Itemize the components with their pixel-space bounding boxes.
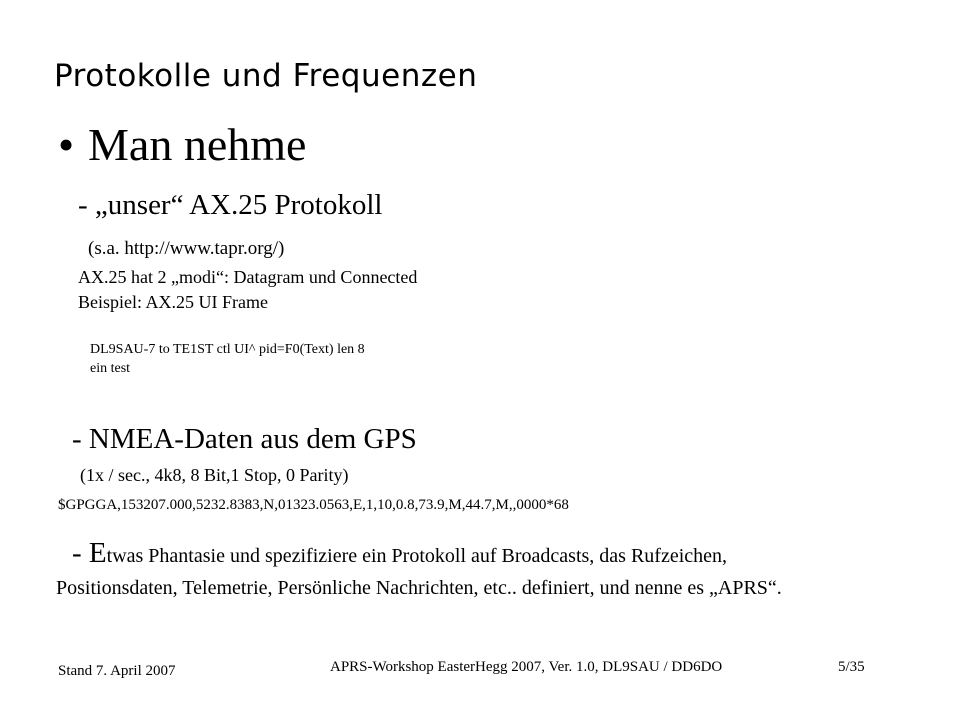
footer-center: APRS-Workshop EasterHegg 2007, Ver. 1.0, DL9SAU / DD6DO (330, 659, 723, 675)
nmea-sentence: $GPGGA,153207.000,5232.8383,N,01323.0563,E,1,10,0.8,73.9,M,44.7,M,,0000*68 (58, 497, 569, 513)
slide-title: Protokolle und Frequenzen (54, 58, 478, 94)
main-bullet-text: Man nehme (88, 119, 307, 170)
footer-date: Stand 7. April 2007 (58, 663, 176, 679)
ax25-reference: (s.a. http://www.tapr.org/) (88, 238, 285, 259)
footer-page-number: 5/35 (838, 659, 865, 675)
bullet-icon: • (58, 119, 75, 170)
aprs-prefix: - (72, 537, 89, 569)
aprs-line1-rest: twas Phantasie und spezifiziere ein Protokoll auf Broadcasts, das Rufzeichen, (106, 545, 728, 567)
aprs-line2: Positionsdaten, Telemetrie, Persönliche Nachrichten, etc.. definiert, und nenne es „APRS“. (56, 577, 782, 599)
ax25-example-line: Beispiel: AX.25 UI Frame (78, 292, 268, 312)
nmea-params: (1x / sec., 4k8, 8 Bit,1 Stop, 0 Parity) (80, 465, 349, 485)
aprs-line1 (72, 537, 728, 570)
aprs-big-letter: E (88, 537, 107, 569)
ax25-heading: - „unser“ AX.25 Protokoll (78, 189, 383, 221)
ax25-frame-line1: DL9SAU-7 to TE1ST ctl UI^ pid=F0(Text) len 8 (90, 342, 365, 357)
nmea-heading: - NMEA-Daten aus dem GPS (72, 423, 417, 455)
ax25-modi-line: AX.25 hat 2 „modi“: Datagram und Connected (78, 267, 418, 287)
ax25-frame-line2: ein test (90, 361, 131, 376)
main-bullet (58, 118, 306, 172)
